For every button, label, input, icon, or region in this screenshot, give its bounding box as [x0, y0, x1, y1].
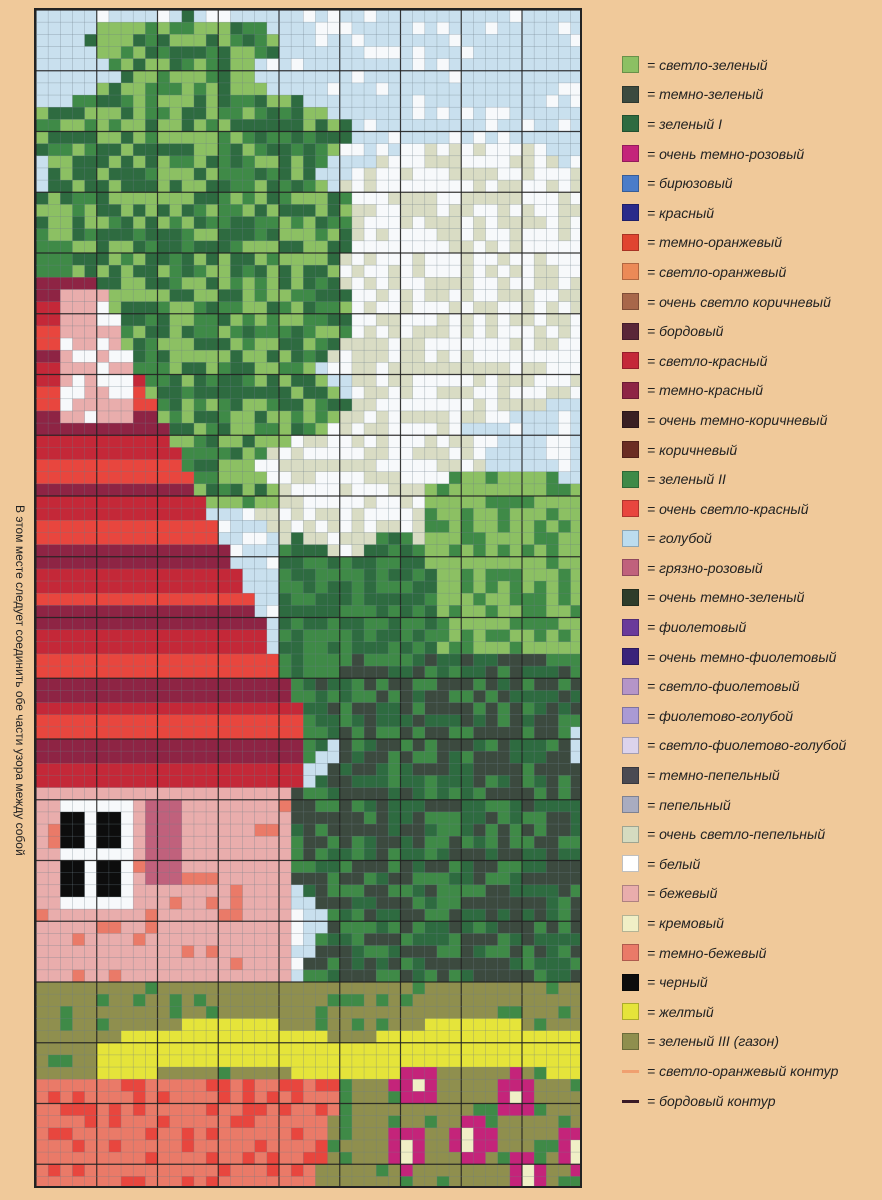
legend-label: = голубой: [647, 530, 712, 547]
legend-label: = очень светло коричневый: [647, 293, 831, 310]
legend-label: = зеленый III (газон): [647, 1033, 780, 1050]
legend-item: [622, 612, 877, 642]
legend-item: [622, 168, 877, 198]
legend-item: [622, 1027, 877, 1057]
outline-stroke-icon: [622, 1070, 639, 1073]
legend-item: [622, 80, 877, 110]
color-swatch-icon: [622, 471, 639, 488]
legend-item: [622, 879, 877, 909]
legend-item: [622, 642, 877, 672]
legend-item: [622, 671, 877, 701]
color-swatch-icon: [622, 115, 639, 132]
pattern-cells: [36, 10, 582, 1188]
cross-stitch-pattern-chart: [34, 8, 582, 1188]
legend-item: [622, 553, 877, 583]
color-swatch-icon: [622, 234, 639, 251]
color-swatch-icon: [622, 293, 639, 310]
color-swatch-icon: [622, 855, 639, 872]
color-swatch-icon: [622, 56, 639, 73]
legend-label: = коричневый: [647, 441, 738, 458]
legend-item: [622, 997, 877, 1027]
legend-label: = светло-фиолетово-голубой: [647, 737, 847, 754]
legend-item: [622, 583, 877, 613]
legend-item: [622, 938, 877, 968]
color-swatch-icon: [622, 737, 639, 754]
color-swatch-icon: [622, 619, 639, 636]
color-swatch-icon: [622, 382, 639, 399]
legend-label: = светло-красный: [647, 352, 768, 369]
color-swatch-icon: [622, 648, 639, 665]
legend-item: [622, 405, 877, 435]
legend-item: [622, 287, 877, 317]
legend-item: [622, 760, 877, 790]
legend-item: [622, 731, 877, 761]
legend-item: [622, 494, 877, 524]
color-swatch-icon: [622, 145, 639, 162]
pattern-grid: [36, 10, 582, 1188]
legend-item: [622, 1086, 877, 1116]
color-swatch-icon: [622, 1033, 639, 1050]
legend-item: [622, 50, 877, 80]
legend-item: [622, 464, 877, 494]
color-swatch-icon: [622, 175, 639, 192]
legend-item: [622, 376, 877, 406]
legend-item: [622, 257, 877, 287]
legend-label: = пепельный: [647, 796, 731, 813]
legend-item: [622, 908, 877, 938]
color-swatch-icon: [622, 974, 639, 991]
legend-item: [622, 524, 877, 554]
color-swatch-icon: [622, 352, 639, 369]
legend-label: = очень светло-пепельный: [647, 826, 826, 843]
legend-label: = фиолетовый: [647, 619, 747, 636]
color-legend: [622, 50, 877, 1115]
legend-item: [622, 346, 877, 376]
color-swatch-icon: [622, 885, 639, 902]
legend-label: = красный: [647, 204, 715, 221]
legend-label: = очень светло-красный: [647, 500, 809, 517]
legend-label: = темно-зеленый: [647, 86, 764, 103]
legend-item: [622, 139, 877, 169]
legend-item: [622, 701, 877, 731]
color-swatch-icon: [622, 915, 639, 932]
color-swatch-icon: [622, 826, 639, 843]
legend-item: [622, 228, 877, 258]
legend-label: = темно-бежевый: [647, 944, 767, 961]
legend-item: [622, 316, 877, 346]
legend-label: = очень темно-розовый: [647, 145, 805, 162]
legend-label: = грязно-розовый: [647, 559, 763, 576]
color-swatch-icon: [622, 1003, 639, 1020]
legend-label: = светло-зеленый: [647, 56, 768, 73]
legend-item: [622, 109, 877, 139]
color-swatch-icon: [622, 589, 639, 606]
color-swatch-icon: [622, 86, 639, 103]
legend-label: = темно-красный: [647, 382, 764, 399]
side-note-text: В этом месте следует соединить обе части узора между собой: [13, 504, 27, 856]
legend-label: = бежевый: [647, 885, 718, 902]
legend-label: = зеленый I: [647, 115, 722, 132]
legend-label: = кремовый: [647, 915, 724, 932]
legend-label: = желтый: [647, 1003, 714, 1020]
legend-label: = бордовый контур: [647, 1092, 776, 1109]
legend-item: [622, 967, 877, 997]
legend-item: [622, 790, 877, 820]
legend-label: = белый: [647, 855, 701, 872]
side-note: [10, 460, 30, 900]
color-swatch-icon: [622, 767, 639, 784]
color-swatch-icon: [622, 500, 639, 517]
color-swatch-icon: [622, 707, 639, 724]
legend-label: = темно-пепельный: [647, 767, 780, 784]
legend-item: [622, 819, 877, 849]
color-swatch-icon: [622, 796, 639, 813]
color-swatch-icon: [622, 263, 639, 280]
legend-label: = бирюзовый: [647, 175, 733, 192]
legend-label: = бордовый: [647, 323, 724, 340]
legend-label: = светло-оранжевый контур: [647, 1062, 839, 1079]
legend-label: = черный: [647, 974, 708, 991]
color-swatch-icon: [622, 944, 639, 961]
legend-label: = очень темно-фиолетовый: [647, 648, 837, 665]
legend-item: [622, 198, 877, 228]
color-swatch-icon: [622, 441, 639, 458]
legend-item: [622, 849, 877, 879]
outline-stroke-icon: [622, 1100, 639, 1103]
color-swatch-icon: [622, 559, 639, 576]
color-swatch-icon: [622, 530, 639, 547]
color-swatch-icon: [622, 411, 639, 428]
legend-label: = очень темно-зеленый: [647, 589, 805, 606]
legend-label: = темно-оранжевый: [647, 234, 782, 251]
legend-item: [622, 1056, 877, 1086]
color-swatch-icon: [622, 678, 639, 695]
legend-label: = очень темно-коричневый: [647, 411, 828, 428]
legend-label: = светло-фиолетовый: [647, 678, 800, 695]
legend-item: [622, 435, 877, 465]
legend-label: = зеленый II: [647, 471, 726, 488]
legend-label: = светло-оранжевый: [647, 263, 787, 280]
color-swatch-icon: [622, 204, 639, 221]
legend-label: = фиолетово-голубой: [647, 707, 794, 724]
color-swatch-icon: [622, 323, 639, 340]
